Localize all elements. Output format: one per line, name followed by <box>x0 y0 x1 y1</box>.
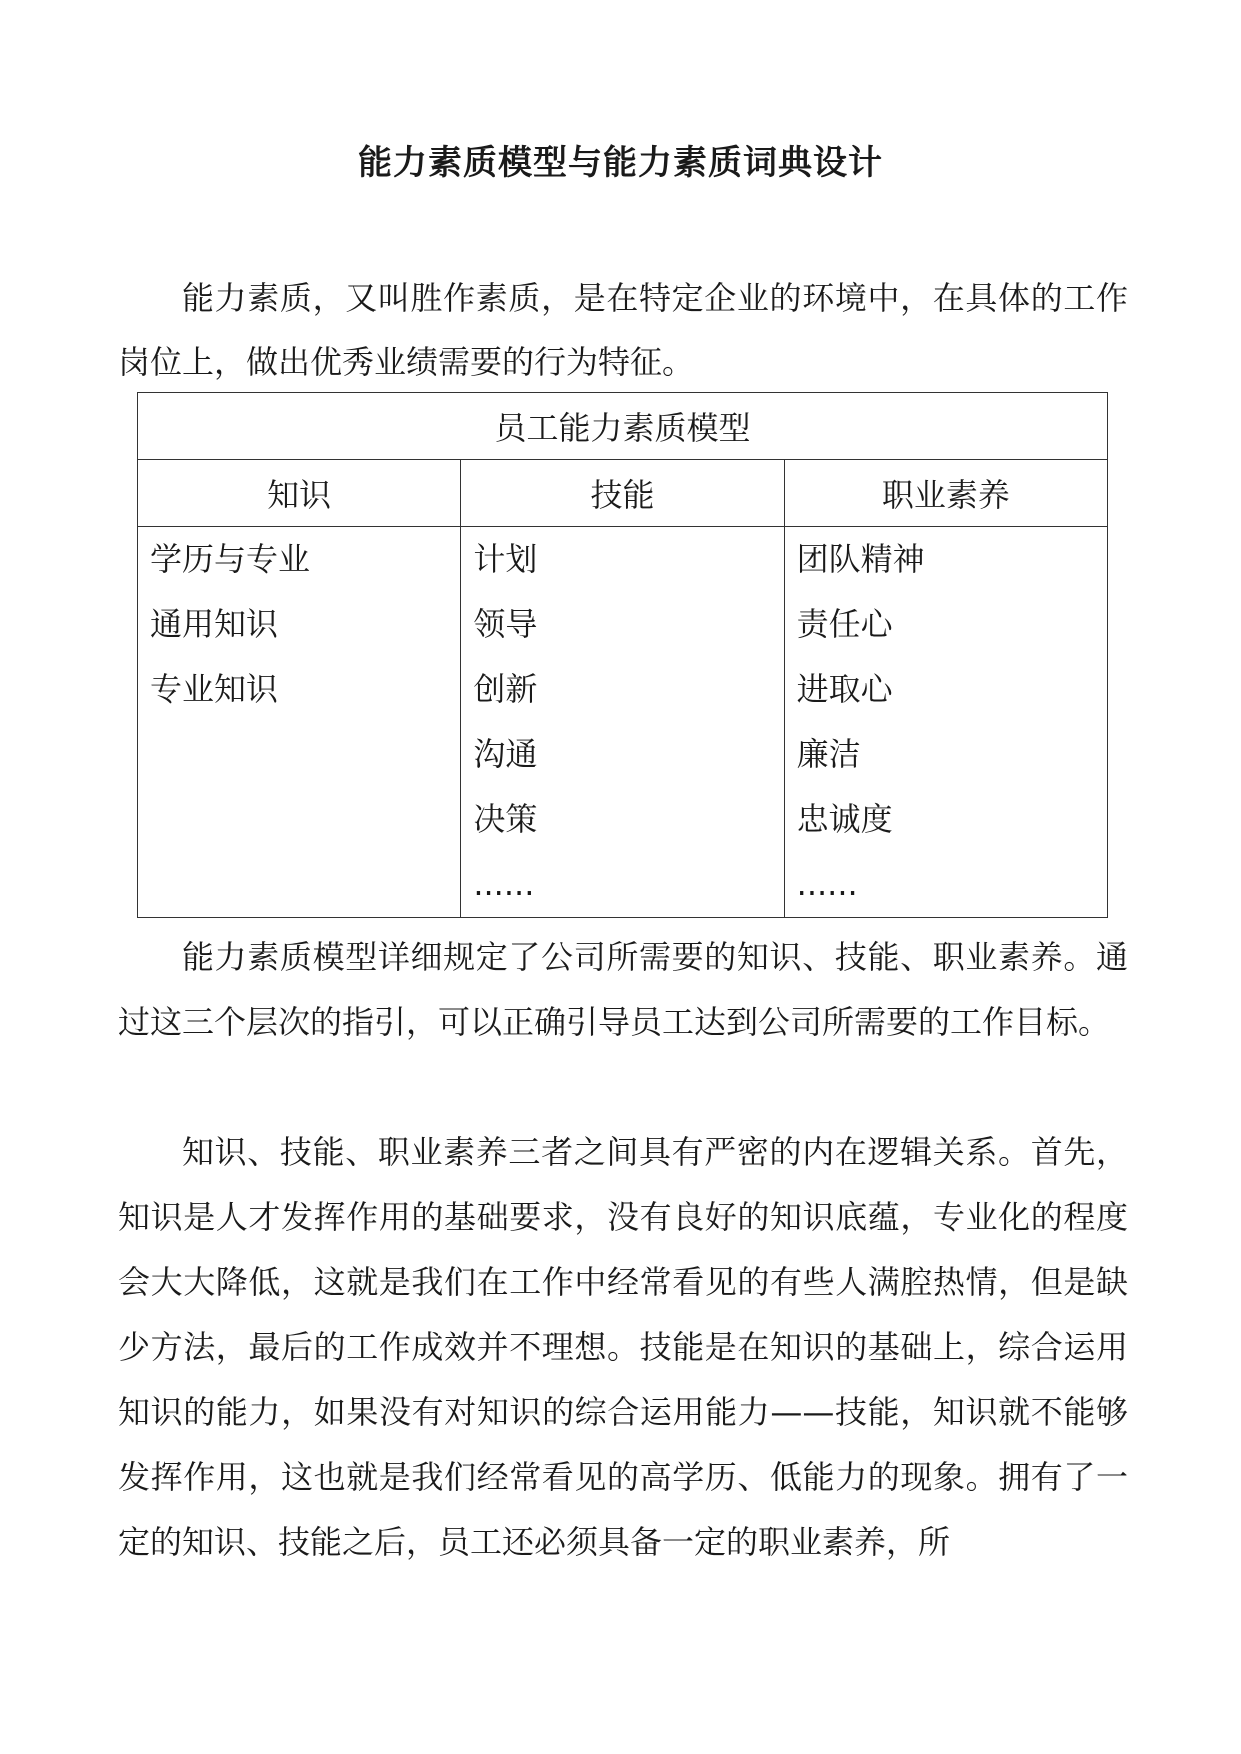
column-header-skills: 技能 <box>461 460 784 527</box>
page-title: 能力素质模型与能力素质词典设计 <box>358 143 883 183</box>
intro-paragraph: 能力素质，又叫胜作素质，是在特定企业的环境中，在具体的工作岗位上，做出优秀业绩需要的行为特征。 <box>118 279 1128 381</box>
column-header-professionalism: 职业素养 <box>784 460 1107 527</box>
list-item: 廉洁 <box>796 735 861 773</box>
list-item: 责任心 <box>796 605 893 643</box>
list-item: 沟通 <box>473 735 538 773</box>
competency-model-table <box>137 392 1108 918</box>
list-item: 领导 <box>473 605 538 643</box>
column-skills <box>461 527 784 918</box>
table-caption: 员工能力素质模型 <box>138 393 1108 460</box>
list-item: 专业知识 <box>150 670 279 708</box>
list-item: 计划 <box>473 540 538 578</box>
list-item: 忠诚度 <box>796 800 893 838</box>
list-item: 通用知识 <box>150 605 279 643</box>
list-item: 学历与专业 <box>150 540 311 578</box>
column-header-knowledge: 知识 <box>138 460 461 527</box>
column-professionalism <box>784 527 1107 918</box>
model-description-paragraph: 能力素质模型详细规定了公司所需要的知识、技能、职业素养。通过这三个层次的指引，可以正确引导员工达到公司所需要的工作目标。 <box>118 938 1128 1041</box>
list-item: 进取心 <box>796 670 893 708</box>
list-item: 创新 <box>473 670 538 708</box>
table-body-row <box>138 527 1108 918</box>
logic-relationship-paragraph: 知识、技能、职业素养三者之间具有严密的内在逻辑关系。首先，知识是人才发挥作用的基础要求，没有良好的知识底蕴，专业化的程度会大大降低，这就是我们在工作中经常看见的有些人满腔热情，但是缺少方法，最后的工作成效并不理想。技能是在知识的基础上，综合运用知识的能力，如果没有对知识的综合运用能力——技能，知识就不能够发挥作用，这也就是我们经常看见的高学历、低能力的现象。拥有了一定的知识、技能之后，员工还必须具备一定的职业素养，所 <box>118 1133 1128 1561</box>
column-knowledge <box>138 527 461 918</box>
table-caption-row <box>138 393 1108 460</box>
list-item: 决策 <box>473 800 538 838</box>
list-item: ...... <box>473 865 535 903</box>
table-header-row <box>138 460 1108 527</box>
list-item: ...... <box>796 865 858 903</box>
list-item: 团队精神 <box>796 540 925 578</box>
